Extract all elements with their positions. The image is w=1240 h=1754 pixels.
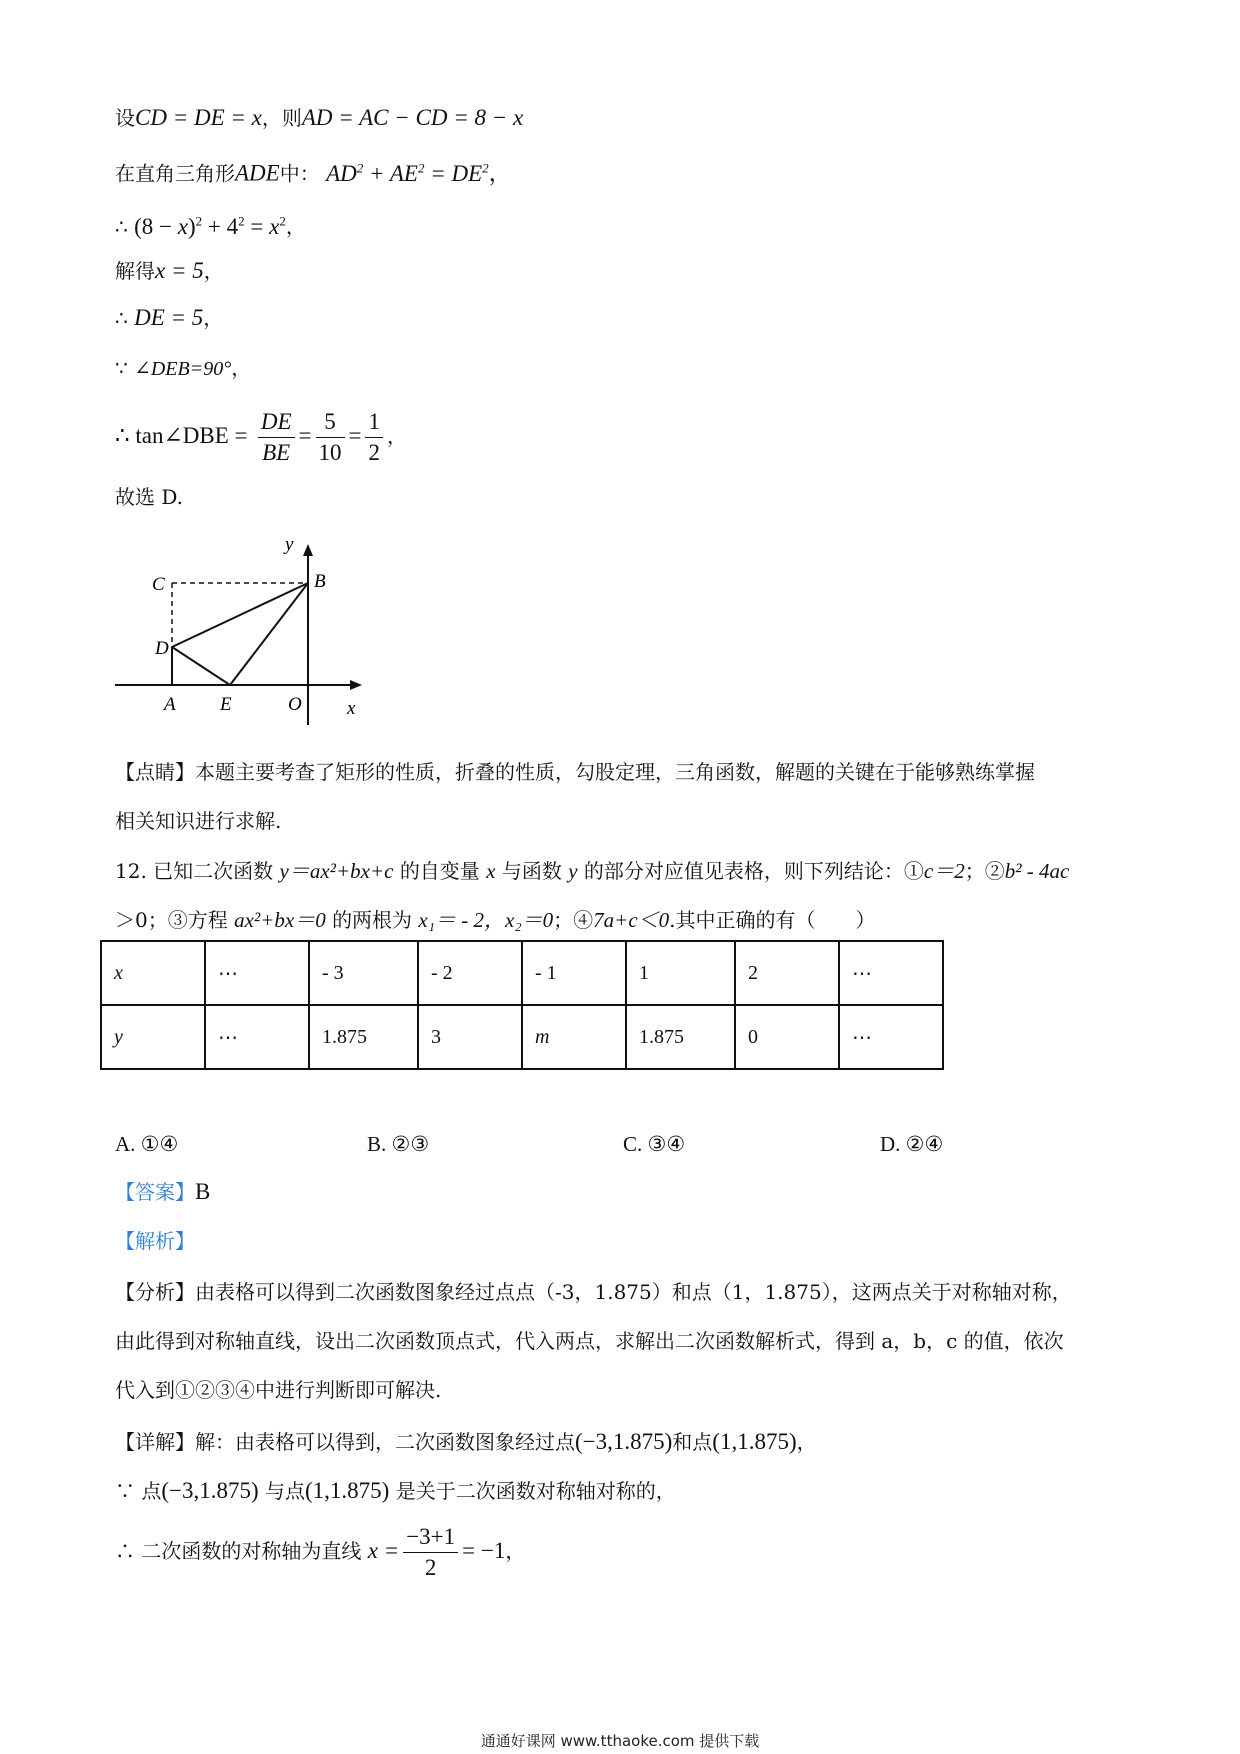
pythagoras-equation: $AD^2 + AE^2 = DE^2$: [326, 160, 489, 186]
y-axis-arrow: [303, 544, 313, 556]
table-cell: 1: [626, 941, 735, 1005]
fraction-de-be: $\frac{DE}{BE}$: [258, 407, 295, 468]
label-y: y: [285, 534, 294, 555]
label-o: O: [288, 694, 302, 715]
x-axis-arrow: [350, 680, 362, 690]
table-cell: m: [522, 1005, 626, 1069]
option-a: A. ①④: [115, 1132, 179, 1156]
option-d: D. ②④: [880, 1132, 944, 1156]
analysis-line-1: 【分析】由表格可以得到二次函数图象经过点点（-3，1.875）和点（1，1.875），这两点关于对称轴对称，: [115, 1280, 1072, 1304]
fraction-5-10: $\frac{5}{10}$: [316, 407, 345, 468]
footer-watermark: 通通好课网 www.tthaoke.com 提供下载: [480, 1732, 760, 1750]
table-cell: x: [101, 941, 205, 1005]
solution-line-7: ∴ tan∠DBE = $\frac{DE}{BE}$ = $\frac{5}{10}$ = $\frac{1}{2}$ ，: [115, 405, 407, 468]
solution-line-6: ∵ ∠DEB=90°，: [115, 356, 252, 380]
detail-line-2: ∵ 点(−3,1.875) 与点(1,1.875) 是关于二次函数对称轴对称的，: [115, 1478, 676, 1503]
table-cell: ‐ 2: [418, 941, 522, 1005]
table-cell: ⋯: [205, 1005, 309, 1069]
table-cell: 0: [735, 1005, 839, 1069]
fraction-1-2: $\frac{1}{2}$: [365, 407, 383, 468]
analysis-tag: 【解析】: [115, 1229, 195, 1253]
solution-line-2: 在直角三角形ADE中： $AD^2 + AE^2 = DE^2$，: [115, 160, 512, 186]
solution-line-4: 解得x = 5，: [115, 258, 224, 283]
table-cell: 3: [418, 1005, 522, 1069]
table-cell: ⋯: [839, 1005, 943, 1069]
question12-line-2: ＞0；③方程 ax²+bx＝0 的两根为 x₁＝ ‐ 2，x₂＝0；④7a+c＜0.其中正确的有（ ）: [115, 908, 876, 932]
table-cell: y: [101, 1005, 205, 1069]
label-a: A: [164, 694, 176, 715]
segment-eb: [230, 583, 308, 685]
table-row-y: [101, 1005, 943, 1069]
solution-line-8: 故选 D.: [115, 485, 184, 509]
solution-line-5: ∴ DE = 5，: [115, 305, 224, 330]
table-row-x: [101, 941, 943, 1005]
analysis-line-3: 代入到①②③④中进行判断即可解决.: [115, 1378, 442, 1402]
geometry-figure: [110, 530, 370, 730]
option-b: B. ②③: [367, 1132, 430, 1156]
label-x: x: [347, 698, 356, 719]
table-cell: 1.875: [309, 1005, 418, 1069]
answer-value: B: [195, 1179, 211, 1204]
comment-line-2: 相关知识进行求解.: [115, 809, 282, 833]
detail-tag: 【详解】: [115, 1430, 195, 1454]
question12-line-1: 12. 已知二次函数 y＝ax²+bx+c 的自变量 x 与函数 y 的部分对应值见表格，则下列结论：①c＝2；②b² ‐ 4ac: [115, 859, 1070, 883]
detail-line-1: 【详解】解：由表格可以得到，二次函数图象经过点(−3,1.875)和点(1,1.875)，: [115, 1429, 817, 1454]
table-cell: ⋯: [839, 941, 943, 1005]
solution-line-1: 设CD = DE = x，则AD = AC − CD = 8 − x: [115, 105, 524, 130]
segment-db: [172, 583, 308, 647]
label-d: D: [155, 638, 169, 659]
math-ad: AD = AC − CD = 8 − x: [301, 105, 524, 130]
comment-tag: 【点睛】: [115, 760, 195, 784]
math-cd-de: CD = DE = x: [135, 105, 262, 130]
fraction-axis: $\frac{-3+1}{2}$: [403, 1522, 458, 1583]
table-cell: ⋯: [205, 941, 309, 1005]
option-c: C. ③④: [623, 1132, 686, 1156]
label-b: B: [314, 571, 326, 592]
solution-line-3: ∴ $(8 - x)^2 + 4^2 = x^2$，: [115, 213, 306, 239]
squared-equation: $(8 - x)^2 + 4^2 = x^2$: [134, 213, 286, 239]
table-cell: 1.875: [626, 1005, 735, 1069]
analysis-line-2: 由此得到对称轴直线，设出二次函数顶点式，代入两点，求解出二次函数解析式，得到 a，b，c 的值，依次: [115, 1329, 1064, 1353]
table-cell: ‐ 1: [522, 941, 626, 1005]
label-e: E: [220, 694, 232, 715]
answer-tag: 【答案】: [115, 1180, 195, 1204]
analysis-subtag: 【分析】: [115, 1280, 195, 1304]
comment-line-1: 【点睛】本题主要考查了矩形的性质，折叠的性质，勾股定理，三角函数，解题的关键在于能够熟练掌握: [115, 760, 1035, 784]
table-cell: 2: [735, 941, 839, 1005]
detail-line-3: ∴ 二次函数的对称轴为直线 x = $\frac{-3+1}{2}$ = −1，: [115, 1520, 525, 1583]
label-c: C: [152, 574, 165, 595]
segment-de: [172, 647, 230, 685]
value-table: [100, 940, 944, 1070]
answer-line: [115, 1177, 210, 1207]
table-cell: ‐ 3: [309, 941, 418, 1005]
